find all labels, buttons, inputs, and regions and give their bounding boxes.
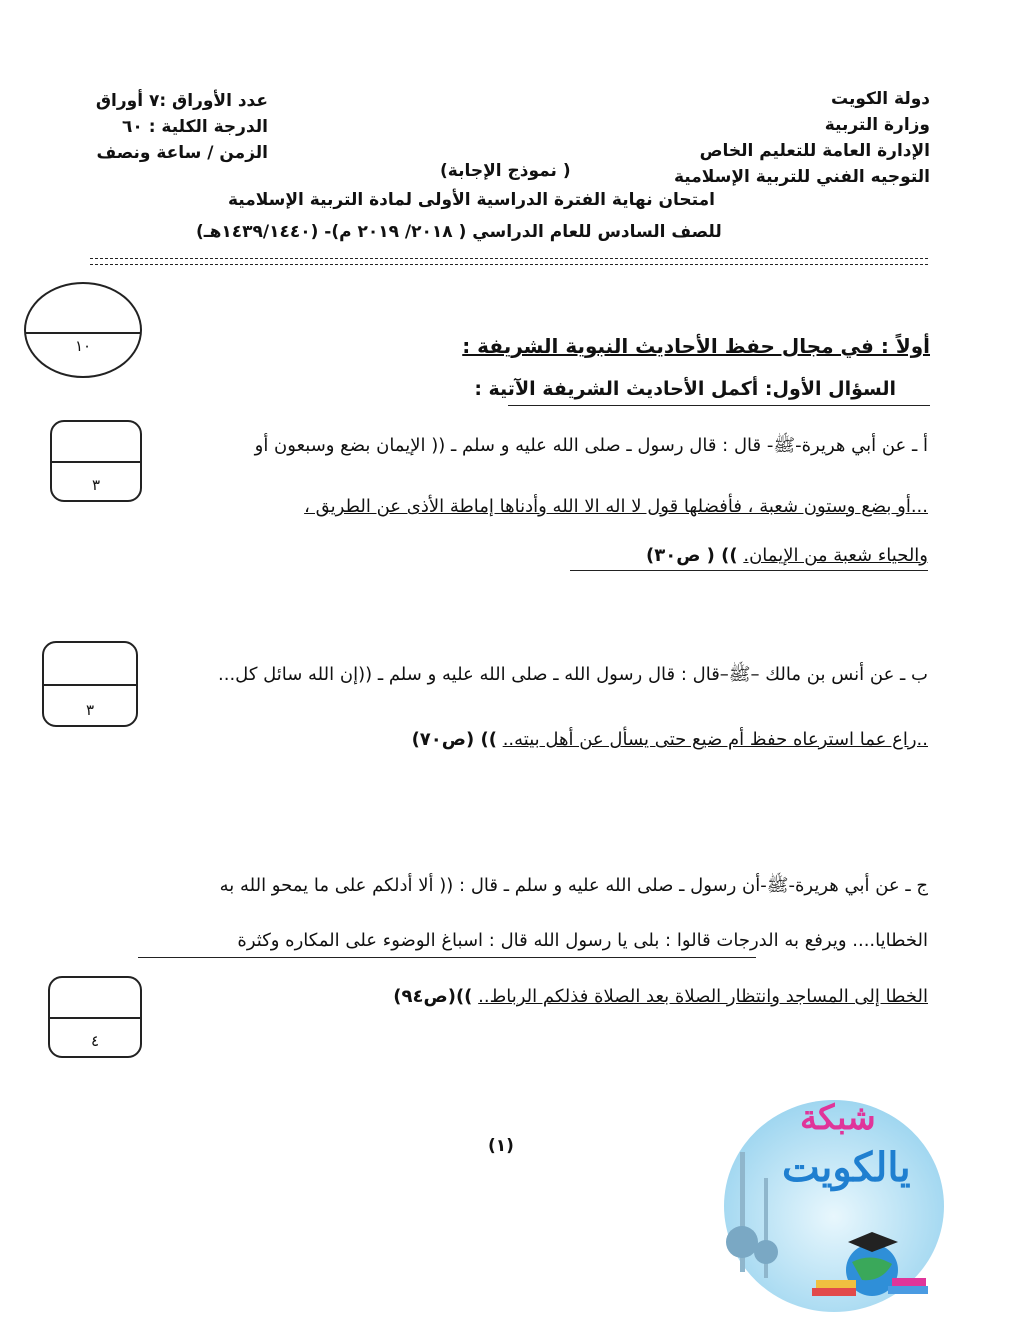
hadith-b-reference: )) (ص٧٠) [411,729,497,750]
exam-title: امتحان نهاية الفترة الدراسية الأولى لمادة التربية الإسلامية [228,190,715,210]
hadith-c-line-2 [237,930,928,951]
hadith-a-line-3-underline [570,570,928,571]
hadith-c-line-3 [393,986,928,1007]
question-title-underline [508,405,930,406]
sheet-count: عدد الأوراق :٧ أوراق [95,91,268,111]
score-a: ٣ [91,476,101,494]
hadith-c-reference: ))(ص٩٤) [393,986,473,1007]
header-left [78,88,268,166]
header-supervision: التوجيه الفني للتربية الإسلامية [673,167,930,187]
header-right [674,86,930,190]
header-divider [90,258,928,265]
circle-divider [26,332,140,334]
watermark-logo [712,1092,956,1316]
header-ministry: وزارة التربية [824,115,930,135]
hadith-c-line-2-text: الخطايا.... ويرفع به الدرجات قالوا : بلى يا رسول الله قال : اسباغ الوضوء على المكاره وكثرة [237,930,928,951]
exam-duration: الزمن / ساعة ونصف [96,143,268,163]
score-box-a [50,420,142,502]
hadith-c-line-2-underline [138,957,756,958]
page-number: (١) [488,1136,514,1156]
total-grade: الدرجة الكلية : ٦٠ [122,117,268,137]
hadith-a-line-3 [646,545,928,566]
hadith-c-answer: الخطا إلى المساجد وانتظار الصلاة بعد الصلاة فذلكم الرباط.. [478,986,928,1007]
hadith-a-line-1: أ ـ عن أبي هريرة-ﷺ- قال : قال رسول ـ صلى الله عليه و سلم ـ (( الإيمان بضع وسبعون أو [254,435,928,456]
section-title: أولاً : في مجال حفظ الأحاديث النبوية الشريفة : [462,334,930,358]
watermark-line-1: شبكة [800,1098,876,1138]
header-country: دولة الكويت [830,89,930,109]
hadith-a-line-2: ...أو بضع وستون شعبة ، فأفضلها قول لا اله الا الله وأدناها إماطة الأذى عن الطريق ، [304,496,928,517]
answer-model-label: ( نموذج الإجابة) [440,161,571,181]
score-box-divider [52,461,140,463]
hadith-c-line-1: ج ـ عن أبي هريرة-ﷺ-أن رسول ـ صلى الله عليه و سلم ـ قال : (( ألا أدلكم على ما يمحو الله به [219,875,928,896]
section-score: ١٠ [74,337,92,356]
header-directorate: الإدارة العامة للتعليم الخاص [699,141,930,161]
watermark-line-2: يالكويت [782,1144,911,1191]
score-b: ٣ [85,701,95,719]
score-box-b [42,641,138,727]
hadith-b-line-2 [412,729,928,750]
score-c: ٤ [90,1032,100,1050]
score-box-c [48,976,142,1058]
section-score-circle [24,282,142,378]
exam-year: للصف السادس للعام الدراسي ( ٢٠١٨/ ٢٠١٩ م)- (١٤٣٩/١٤٤٠هـ) [196,222,722,242]
score-box-divider [44,684,136,686]
hadith-b-line-1: ب ـ عن أنس بن مالك –ﷺ–قال : قال رسول الله ـ صلى الله عليه و سلم ـ ((إن الله سائل كل... [218,664,928,685]
hadith-b-answer: ..راع عما استرعاه حفظ أم ضيع حتى يسأل عن أهل بيته.. [502,729,928,750]
hadith-a-reference: )) ( ص٣٠) [645,545,738,566]
score-box-divider [50,1017,140,1019]
hadith-a-answer-end: والحياء شعبة من الإيمان. [743,545,928,566]
question-title: السؤال الأول: أكمل الأحاديث الشريفة الآتية : [474,378,896,400]
